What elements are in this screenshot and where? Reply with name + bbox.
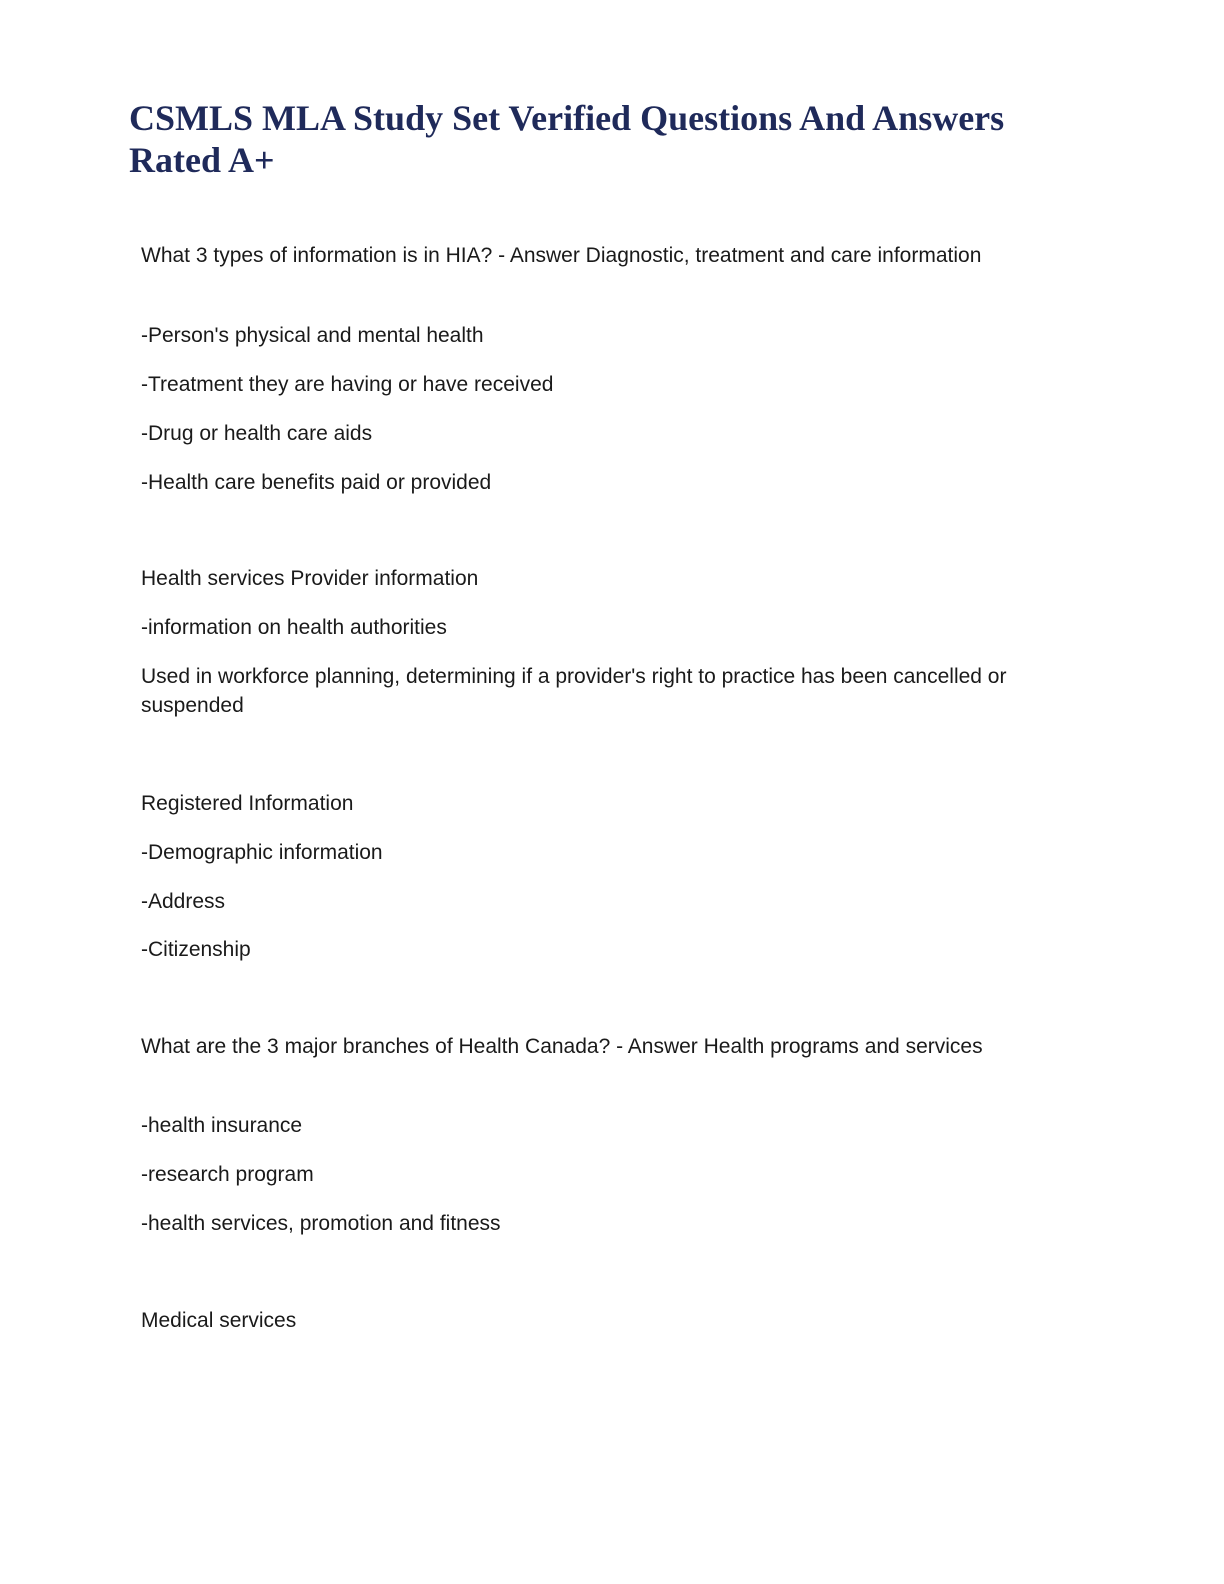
question-hia: What 3 types of information is in HIA? - Answer Diagnostic, treatment and care information <box>141 244 982 267</box>
section-heading: Medical services <box>141 1309 297 1332</box>
list-item: -Demographic information <box>141 841 383 864</box>
list-item: -Drug or health care aids <box>141 422 373 445</box>
paragraph: Used in workforce planning, determining if a provider's right to practice has been cancelled or suspended <box>141 665 1007 717</box>
list-item: -health insurance <box>141 1114 303 1137</box>
list-item: -Treatment they are having or have received <box>141 373 554 396</box>
list-item: -Health care benefits paid or provided <box>141 471 492 494</box>
list-item: -research program <box>141 1163 314 1186</box>
section-heading: Health services Provider information <box>141 567 479 590</box>
list-item: -Citizenship <box>141 938 251 961</box>
section-heading: Registered Information <box>141 792 354 815</box>
document-title: CSMLS MLA Study Set Verified Questions And Answers Rated A+ <box>129 98 1005 180</box>
list-item: -health services, promotion and fitness <box>141 1212 501 1235</box>
list-item: -Person's physical and mental health <box>141 324 484 347</box>
question-health-canada: What are the 3 major branches of Health Canada? - Answer Health programs and services <box>141 1035 983 1058</box>
list-item: -information on health authorities <box>141 616 447 639</box>
list-item: -Address <box>141 890 226 913</box>
